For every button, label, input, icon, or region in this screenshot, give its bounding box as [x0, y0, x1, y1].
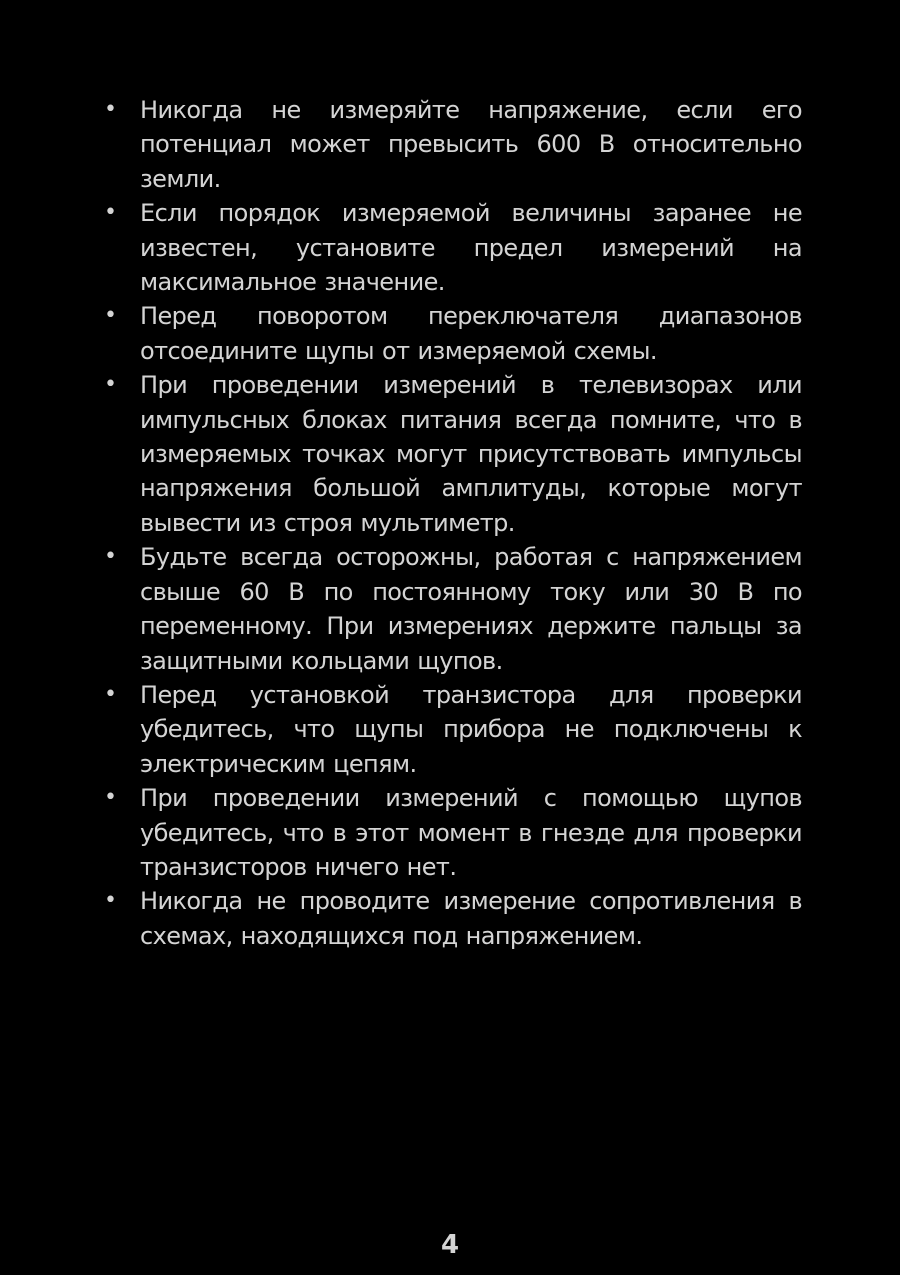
list-item-text: Будьте всегда осторожны, работая с напряжением свыше 60 В по постоянному току или 30 В по переменному. При измерениях держите пальцы за защитными кольцами щупов.	[140, 543, 802, 675]
list-item	[100, 678, 802, 781]
list-item-text: Никогда не проводите измерение сопротивления в схемах, находящихся под напряжением.	[140, 887, 802, 950]
bullet-icon: •	[104, 372, 117, 398]
list-item	[100, 93, 802, 196]
list-item	[100, 540, 802, 678]
list-item	[100, 781, 802, 884]
list-item	[100, 196, 802, 299]
list-item-text: Перед поворотом переключателя диапазонов отсоедините щупы от измеряемой схемы.	[140, 302, 802, 365]
list-item	[100, 299, 802, 368]
list-item-text: Перед установкой транзистора для проверки убедитесь, что щупы прибора не подключены к электрическим цепям.	[140, 680, 802, 778]
bullet-icon: •	[104, 888, 117, 914]
page-number: 4	[440, 1230, 460, 1260]
bullet-icon: •	[104, 681, 117, 707]
list-item-text: Никогда не измеряйте напряжение, если его потенциал может превысить 600 В относительно земли.	[140, 96, 802, 193]
bullet-icon: •	[104, 97, 117, 122]
list-item-text: При проведении измерений с помощью щупов убедитесь, что в этот момент в гнезде для проверки транзисторов ничего нет.	[140, 784, 802, 881]
safety-rules-list	[100, 93, 802, 953]
list-item	[100, 884, 802, 953]
list-item-text: При проведении измерений в телевизорах или импульсных блоках питания всегда помните, что в измеряемых точках могут присутствовать импульсы напряжения большой амплитуды, которые могут вывести из строя мультиметр.	[140, 371, 802, 537]
bullet-icon: •	[104, 785, 117, 811]
list-item	[100, 368, 802, 540]
bullet-icon: •	[104, 303, 117, 329]
bullet-icon: •	[104, 544, 117, 570]
list-item-text: Если порядок измеряемой величины заранее не известен, установите предел измерений на максимальное значение.	[140, 199, 802, 297]
bullet-icon: •	[104, 200, 117, 226]
